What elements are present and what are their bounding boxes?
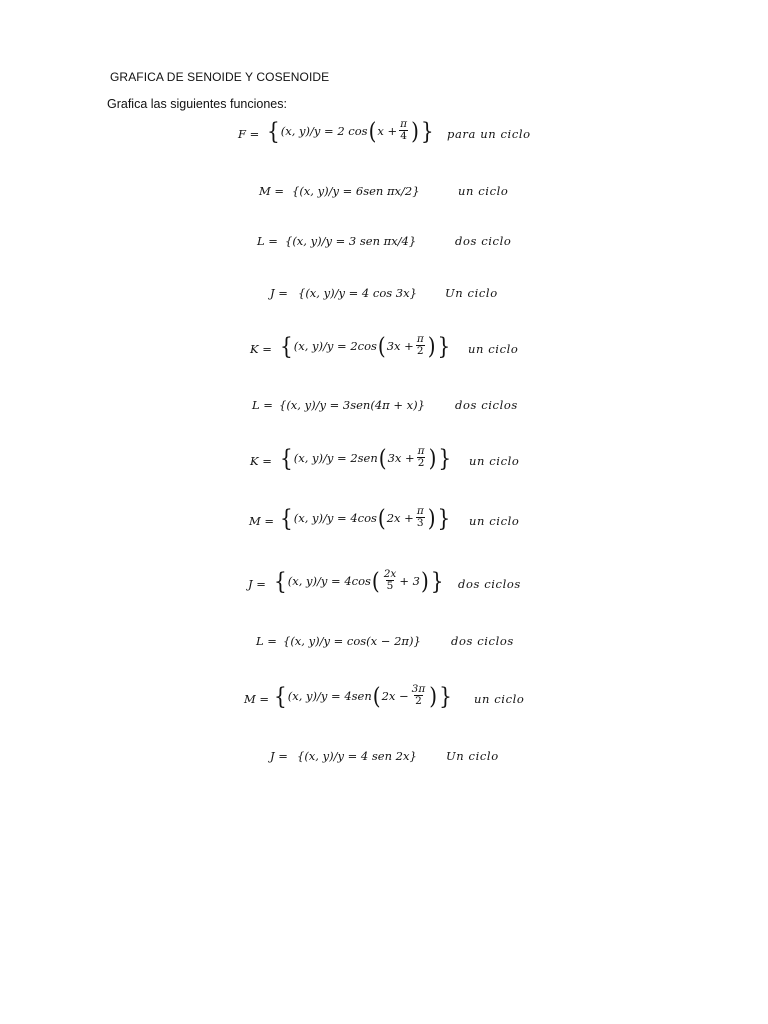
equation-tag: para un ciclo (447, 127, 531, 141)
equation-lhs: L = (252, 398, 273, 412)
equation-j (0, 743, 768, 783)
equation-lhs: M = (249, 514, 275, 528)
equation-lhs: L = (257, 234, 278, 248)
equation-tag: dos ciclos (458, 577, 521, 591)
equation-tag: un ciclo (468, 342, 519, 356)
equation-rhs: {(x, y)/y = cos(x − 2π)} (283, 634, 421, 648)
equation-l (0, 628, 768, 668)
equation-m (0, 502, 768, 542)
equation-tag: un ciclo (474, 692, 525, 706)
equation-lhs: M = (259, 184, 285, 198)
equation-rhs: { (x, y)/y = 4cos ( $\frac{2x}{5}$ + 3 ) } (274, 566, 444, 595)
equation-lhs: J = (270, 749, 288, 763)
equation-tag: un ciclo (458, 184, 509, 198)
instruction-text: Grafica las siguientes funciones: (107, 97, 287, 111)
equation-f (0, 115, 768, 155)
equation-tag: dos ciclos (455, 398, 518, 412)
equation-lhs: J = (270, 286, 288, 300)
equation-rhs: {(x, y)/y = 3sen(4π + x)} (279, 398, 425, 412)
equation-l (0, 392, 768, 432)
equation-j (0, 565, 768, 605)
equation-rhs: {(x, y)/y = 4 sen 2x} (297, 749, 417, 763)
equation-lhs: J = (248, 577, 266, 591)
equation-l (0, 228, 768, 268)
equation-rhs: {(x, y)/y = 4 cos 3x} (298, 286, 417, 300)
equation-lhs: L = (256, 634, 277, 648)
equation-lhs: K = (250, 454, 272, 468)
equation-rhs: {(x, y)/y = 6sen πx/2} (292, 184, 420, 198)
equation-k (0, 442, 768, 482)
equation-lhs: M = (244, 692, 270, 706)
equation-rhs: { (x, y)/y = 4cos ( 2x + $\frac{\pi}{3}$ ) } (280, 503, 451, 532)
page-title: GRAFICA DE SENOIDE Y COSENOIDE (110, 70, 330, 84)
equation-tag: dos ciclos (451, 634, 514, 648)
equation-tag: un ciclo (469, 514, 520, 528)
equation-tag: un ciclo (469, 454, 520, 468)
equation-tag: Un ciclo (445, 286, 498, 300)
equation-j (0, 280, 768, 320)
equation-lhs: K = (250, 342, 272, 356)
equation-lhs: F = (238, 127, 260, 141)
equation-tag: Un ciclo (446, 749, 499, 763)
equation-k (0, 330, 768, 370)
equation-m (0, 680, 768, 720)
equation-rhs: { (x, y)/y = 2 cos ( x + $\frac{\pi}{4}$ ) } (267, 116, 434, 145)
equation-rhs: { (x, y)/y = 4sen ( 2x − $\frac{3\pi}{2}$ ) } (274, 681, 452, 710)
equation-tag: dos ciclo (455, 234, 512, 248)
equation-rhs: { (x, y)/y = 2sen ( 3x + $\frac{\pi}{2}$ ) } (280, 443, 452, 472)
equation-rhs: { (x, y)/y = 2cos ( 3x + $\frac{\pi}{2}$ ) } (280, 331, 451, 360)
equation-rhs: {(x, y)/y = 3 sen πx/4} (285, 234, 417, 248)
equation-m (0, 178, 768, 218)
